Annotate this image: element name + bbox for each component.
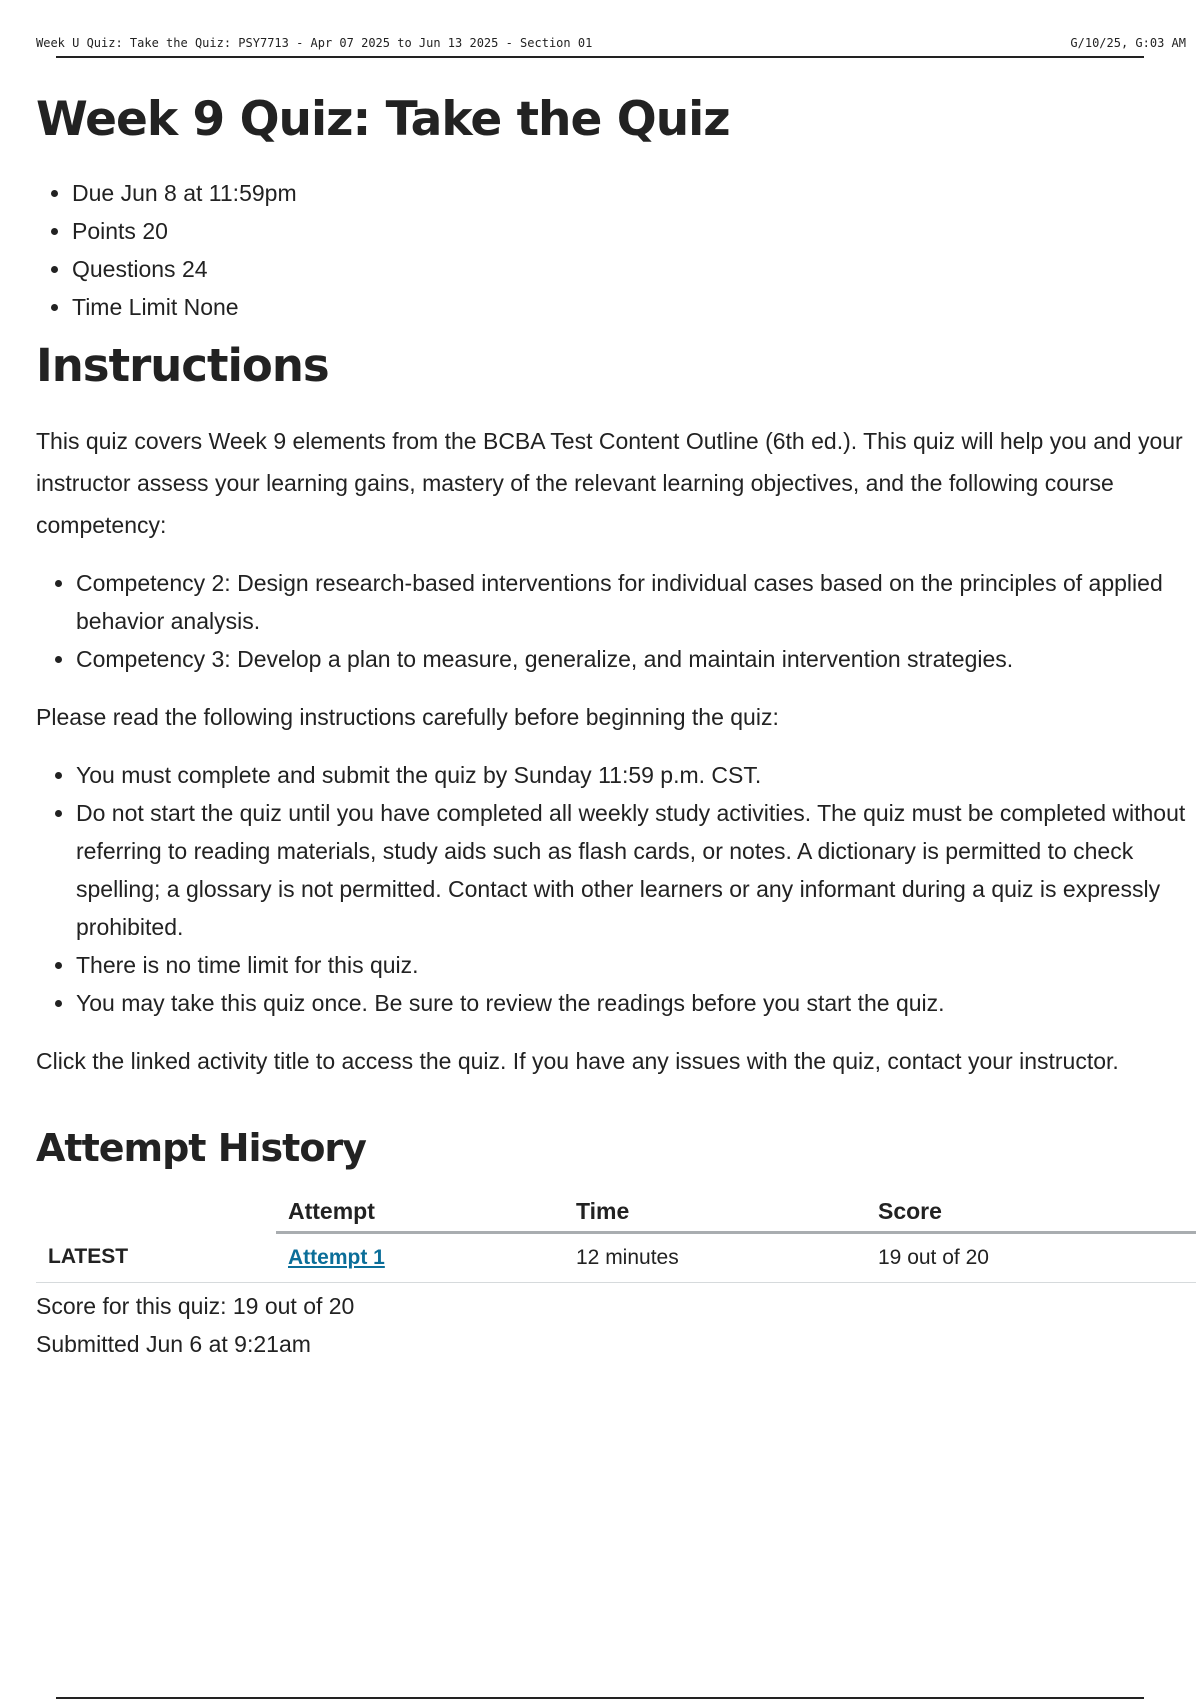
print-header bbox=[36, 36, 1186, 50]
latest-label: LATEST bbox=[36, 1233, 276, 1283]
read-instructions-prompt: Please read the following instructions carefully before beginning the quiz: bbox=[36, 704, 779, 730]
submitted-timestamp: Submitted Jun 6 at 9:21am bbox=[36, 1331, 311, 1357]
quiz-detail-due: • Due Jun 8 at 11:59pm bbox=[72, 174, 1196, 212]
attempt-1-link[interactable]: Attempt 1 bbox=[288, 1246, 385, 1269]
print-header-datetime: G/10/25, G:03 AM bbox=[1070, 36, 1186, 50]
header-blank bbox=[36, 1192, 276, 1233]
competency-item: • Competency 3: Develop a plan to measure, generalize, and maintain intervention strategies. bbox=[76, 640, 1196, 678]
quiz-detail-time-limit: • Time Limit None bbox=[72, 288, 1196, 326]
column-header-score: Score bbox=[866, 1192, 1196, 1233]
quiz-detail-points: • Points 20 bbox=[72, 212, 1196, 250]
column-header-time: Time bbox=[564, 1192, 866, 1233]
competency-item: • Competency 2: Design research-based interventions for individual cases based on the principles of applied behavior analysis. bbox=[76, 564, 1196, 640]
quiz-rule-item: • You must complete and submit the quiz by Sunday 11:59 p.m. CST. bbox=[76, 756, 1196, 794]
quiz-rule-item: • Do not start the quiz until you have completed all weekly study activities. The quiz must be completed without referring to reading materials, study aids such as flash cards, or notes. A dictionary is permitted to check spelling; a glossary is not permitted. Contact with other learners or any informant during a quiz is expressly prohibited. bbox=[76, 794, 1196, 946]
time-cell: 12 minutes bbox=[564, 1233, 866, 1283]
quiz-rules-list bbox=[36, 756, 1196, 1022]
instructions-closing: Click the linked activity title to access the quiz. If you have any issues with the quiz, contact your instructor. bbox=[36, 1048, 1119, 1074]
score-cell: 19 out of 20 bbox=[866, 1233, 1196, 1283]
score-summary: Score for this quiz: 19 out of 20 bbox=[36, 1293, 355, 1319]
quiz-detail-questions: • Questions 24 bbox=[72, 250, 1196, 288]
table-row bbox=[36, 1233, 1196, 1283]
footer-divider bbox=[56, 1697, 1144, 1699]
column-header-attempt: Attempt bbox=[276, 1192, 564, 1233]
main-content bbox=[36, 90, 1196, 1363]
quiz-details-list bbox=[36, 174, 1196, 326]
quiz-rule-item: • You may take this quiz once. Be sure to review the readings before you start the quiz. bbox=[76, 984, 1196, 1022]
table-header-row bbox=[36, 1192, 1196, 1233]
quiz-rule-item: • There is no time limit for this quiz. bbox=[76, 946, 1196, 984]
header-divider bbox=[56, 56, 1144, 58]
print-header-title: Week U Quiz: Take the Quiz: PSY7713 - Apr 07 2025 to Jun 13 2025 - Section 01 bbox=[36, 36, 593, 50]
attempt-history-table bbox=[36, 1192, 1196, 1283]
page-title: Week 9 Quiz: Take the Quiz bbox=[36, 92, 730, 147]
instructions-intro: This quiz covers Week 9 elements from the BCBA Test Content Outline (6th ed.). This quiz will help you and your instructor assess your learning gains, mastery of the relevant learning objectives, and the following course competency: bbox=[36, 428, 1183, 538]
attempt-cell bbox=[276, 1233, 564, 1283]
competency-list bbox=[36, 564, 1196, 678]
attempt-history-heading: Attempt History bbox=[36, 1126, 366, 1170]
instructions-heading: Instructions bbox=[36, 339, 329, 392]
